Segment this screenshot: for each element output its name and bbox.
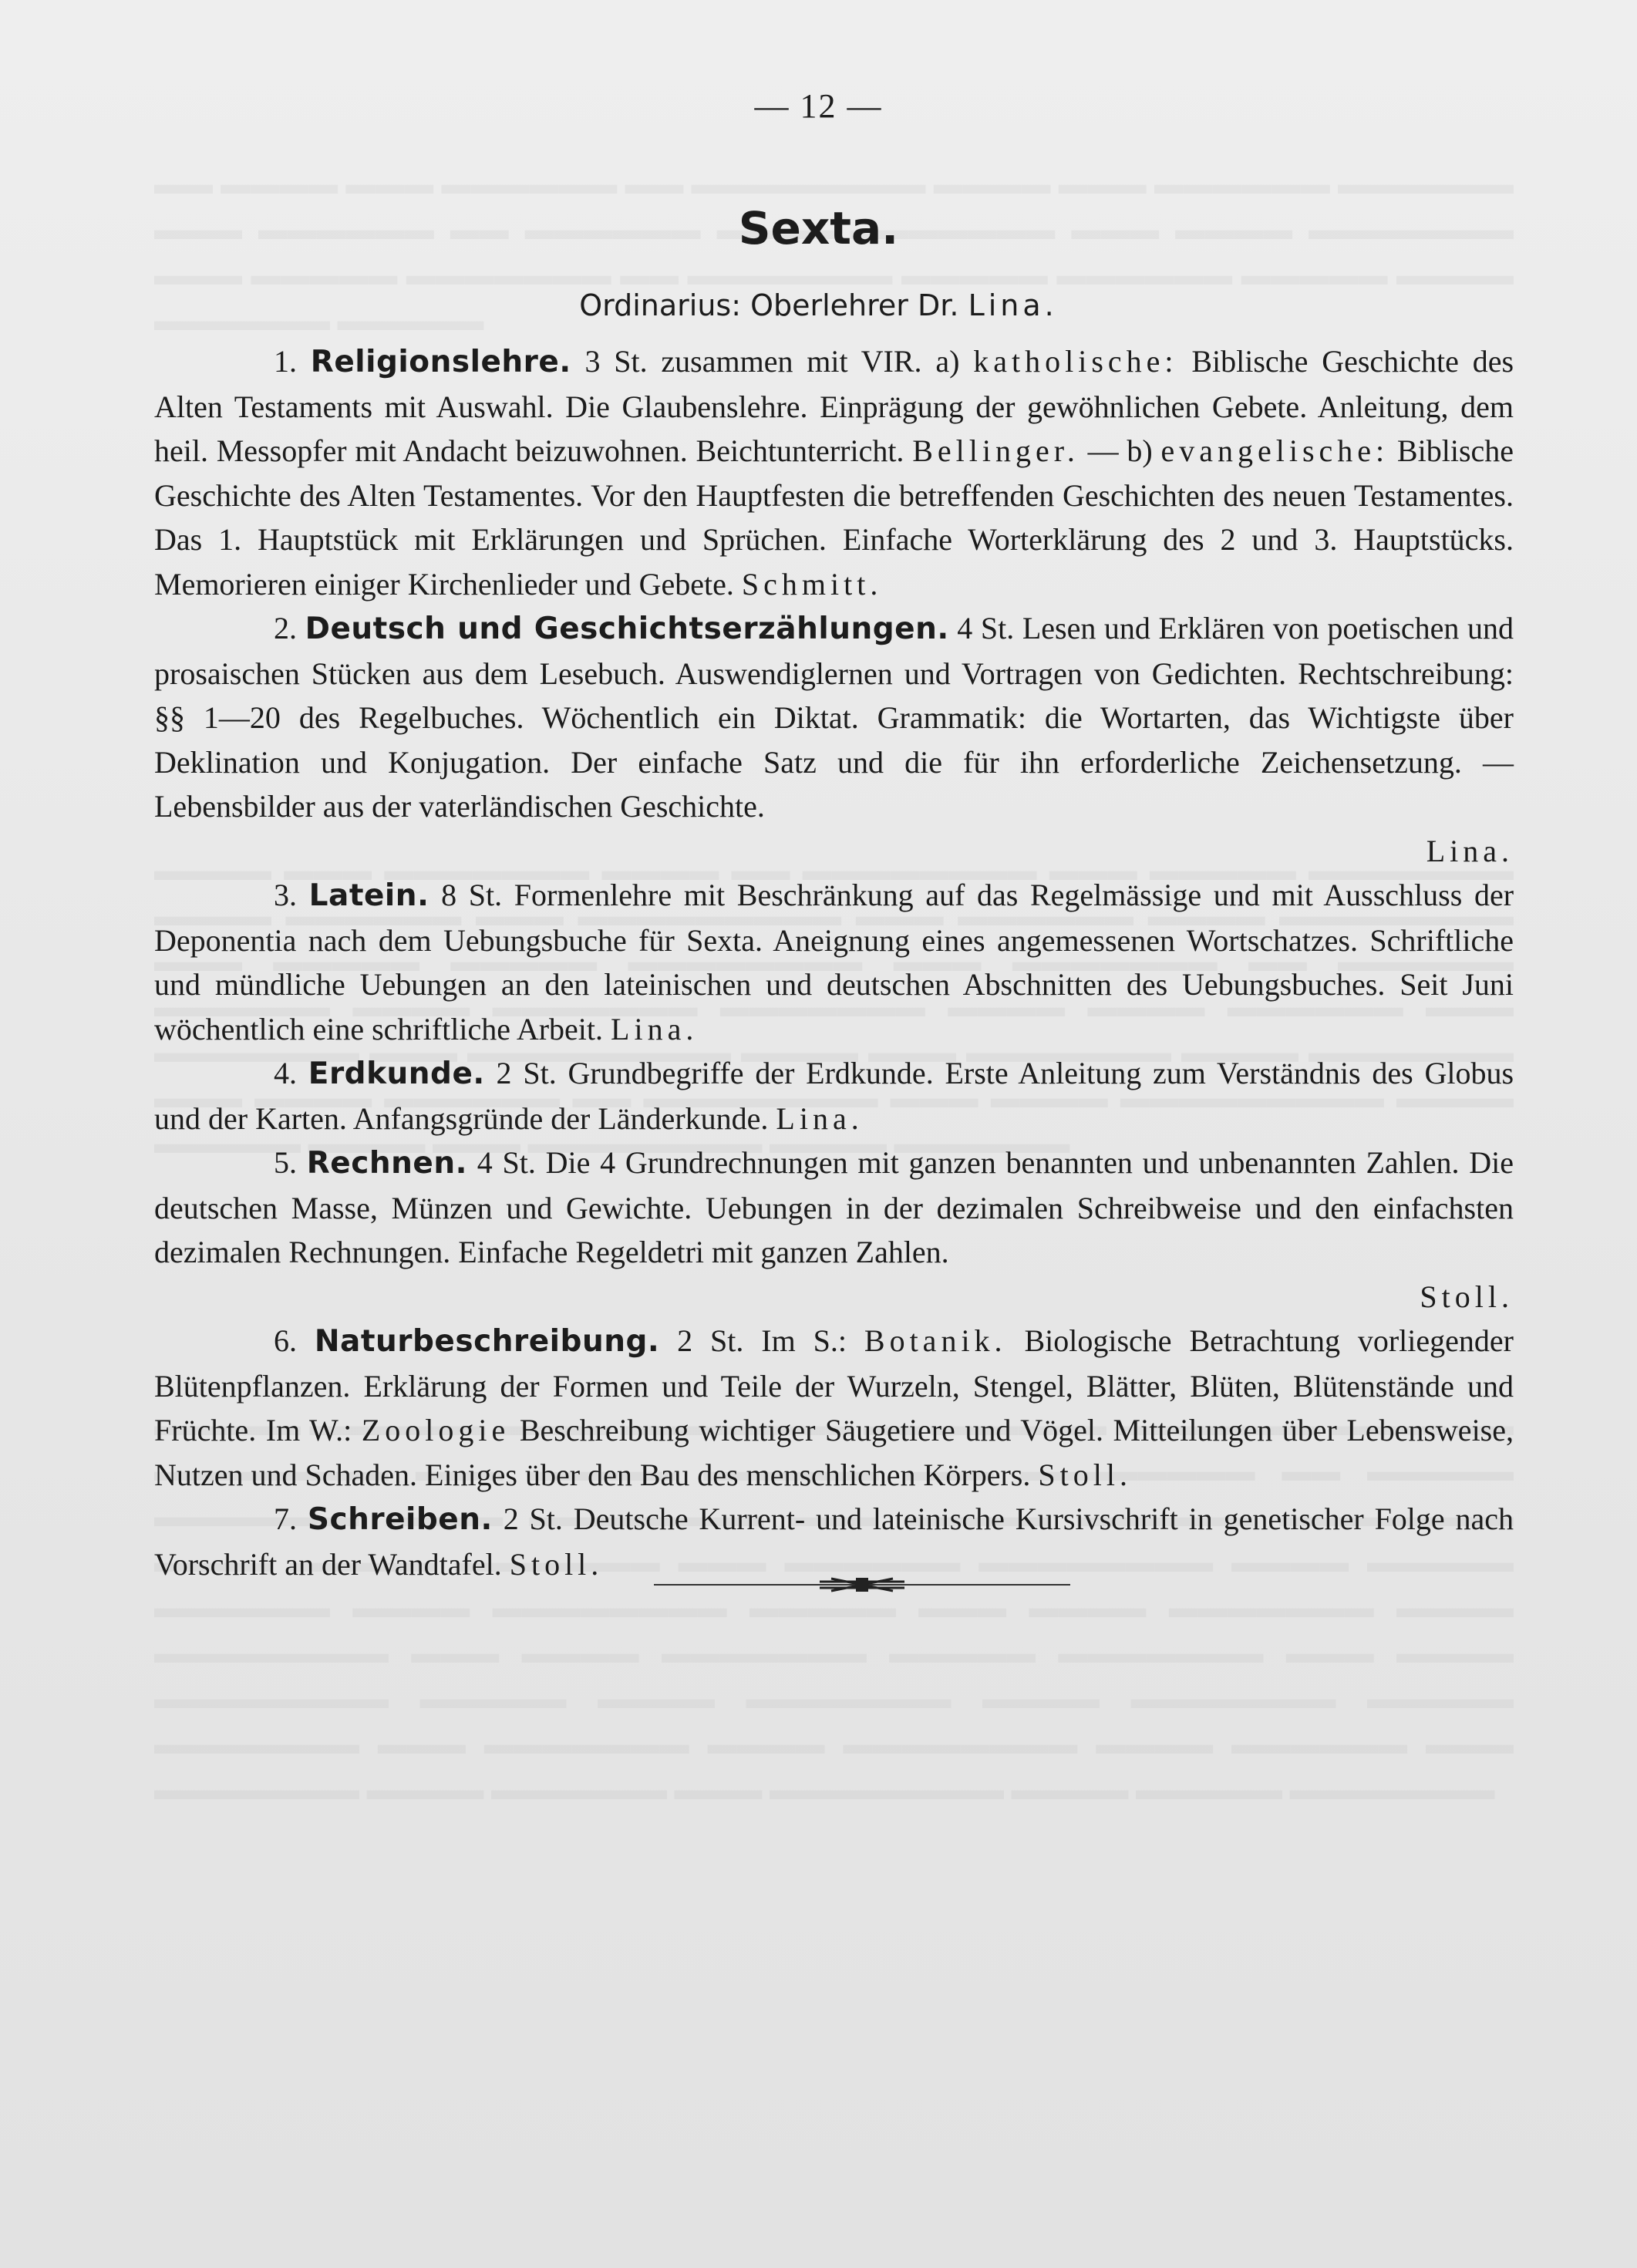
teacher-name: Lina. [1426, 833, 1514, 868]
subject-german [154, 606, 1514, 829]
teacher-name: Lina. [776, 1100, 864, 1136]
teacher-name: Stoll. [509, 1546, 604, 1582]
subject-text: — b) [1087, 433, 1153, 468]
subject-heading: Schreiben. [307, 1502, 493, 1537]
subject-number: 7. [274, 1501, 297, 1536]
subject-text: 4 St. Die 4 Grundrechnungen mit ganzen benannten und unbenannten Zahlen. Die deutschen Masse, Münzen und Gewichte. Uebungen in der dezimalen Schreibweise und den einfachsten dezimalen Rechnungen. Einfache Regeldetri mit ganzen Zahlen. [154, 1145, 1514, 1269]
curriculum-body [154, 339, 1514, 1586]
page-title: Sexta. [738, 202, 899, 254]
ordinarius-name: Lina. [968, 288, 1058, 322]
teacher-name: Schmitt. [741, 566, 883, 602]
teacher-signature-line [154, 829, 1514, 874]
topic-botany: Botanik. [864, 1323, 1007, 1358]
subject-text: Biblische Geschichte des Alten Testaments mit Auswahl. Die Glaubenslehre. Einprägung der gewöhnlichen Gebete. Anleitung, dem heil. Messopfer mit Andacht beizuwohnen. Beichtunterricht. [154, 344, 1514, 468]
subject-heading: Naturbeschreibung. [314, 1324, 660, 1359]
subject-text: 8 St. Formenlehre mit Beschränkung auf das Regelmässige und mit Ausschluss der Deponentia nach dem Uebungsbuche für Sexta. Aneignung eines angemessenen Wortschatzes. Schriftliche und mündliche Uebungen an den lateinischen und deutschen Abschnitten des Uebungsbuches. Seit Juni wöchentlich eine schriftliche Arbeit. [154, 878, 1514, 1046]
subject-number: 2. [274, 611, 297, 645]
subject-number: 3. [274, 878, 297, 912]
subject-heading: Religionslehre. [310, 345, 571, 379]
teacher-name: Stoll. [1420, 1279, 1514, 1314]
ordinarius-line [0, 288, 1637, 322]
topic-zoology: Zoologie [361, 1413, 510, 1447]
subject-number: 5. [274, 1145, 297, 1180]
subject-number: 1. [274, 344, 297, 379]
subject-number: 6. [274, 1323, 297, 1358]
subject-text: Beschreibung wichtiger Säugetiere und Vögel. Mitteilungen über Lebensweise, Nutzen und Schaden. Einiges über den Bau des menschlichen Körpers. [154, 1413, 1514, 1492]
page-number: — 12 — [754, 87, 883, 125]
teacher-signature-line [154, 1275, 1514, 1319]
teacher-name: Stoll. [1038, 1457, 1132, 1492]
subject-heading: Latein. [308, 878, 429, 913]
subject-text: Biologische Betrachtung vorliegender Blütenpflanzen. Erklärung der Formen und Teile der Wurzeln, Stengel, Blätter, Blüten, Blütenstände und Früchte. Im W.: [154, 1323, 1514, 1447]
subject-text: 2 St. Grundbegriffe der Erdkunde. Erste Anleitung zum Verständnis des Globus und der Karten. Anfangsgründe der Länderkunde. [154, 1056, 1514, 1136]
section-divider-ornament [654, 1573, 1070, 1596]
subject-text: 2 St. Im S.: [677, 1323, 847, 1358]
denomination-protestant: evangelische: [1160, 433, 1389, 468]
subject-number: 4. [274, 1056, 297, 1090]
subject-heading: Deutsch und Geschichtserzählungen. [305, 612, 949, 646]
subject-geography [154, 1051, 1514, 1141]
subject-religion [154, 339, 1514, 606]
subject-heading: Erdkunde. [308, 1056, 485, 1091]
subject-text: 3 St. zusammen mit VIR. a) [584, 344, 960, 379]
subject-natural-history [154, 1319, 1514, 1497]
subject-latin [154, 873, 1514, 1051]
teacher-name: Lina. [611, 1011, 699, 1046]
subject-arithmetic [154, 1141, 1514, 1275]
denomination-catholic: katholische: [973, 344, 1178, 379]
teacher-name: Bellinger. [912, 433, 1080, 468]
subject-heading: Rechnen. [306, 1146, 467, 1181]
ordinarius-prefix: Ordinarius: Oberlehrer Dr. [579, 288, 959, 322]
subject-text: 4 St. Lesen und Erklären von poetischen und prosaischen Stücken aus dem Lesebuch. Auswendiglernen und Vortragen von Gedichten. Rechtschreibung: §§ 1—20 des Regelbuches. Wöchentlich ein Diktat. Grammatik: die Wortarten, das Wichtigste über Deklination und Konjugation. Der einfache Satz und die für ihn erforderliche Zeichensetzung. — Lebensbilder aus der vaterländischen Geschichte. [154, 611, 1514, 824]
subject-text: Biblische Geschichte des Alten Testamentes. Vor den Hauptfesten die betreffenden Geschichten des neuen Testamentes. Das 1. Hauptstück mit Erklärungen und Sprüchen. Einfache Worterklärung des 2 und 3. Hauptstücks. Memorieren einiger Kirchenlieder und Gebete. [154, 433, 1514, 602]
subject-text: 2 St. Deutsche Kurrent- und lateinische Kursivschrift in genetischer Folge nach Vorschrift an der Wandtafel. [154, 1501, 1514, 1582]
